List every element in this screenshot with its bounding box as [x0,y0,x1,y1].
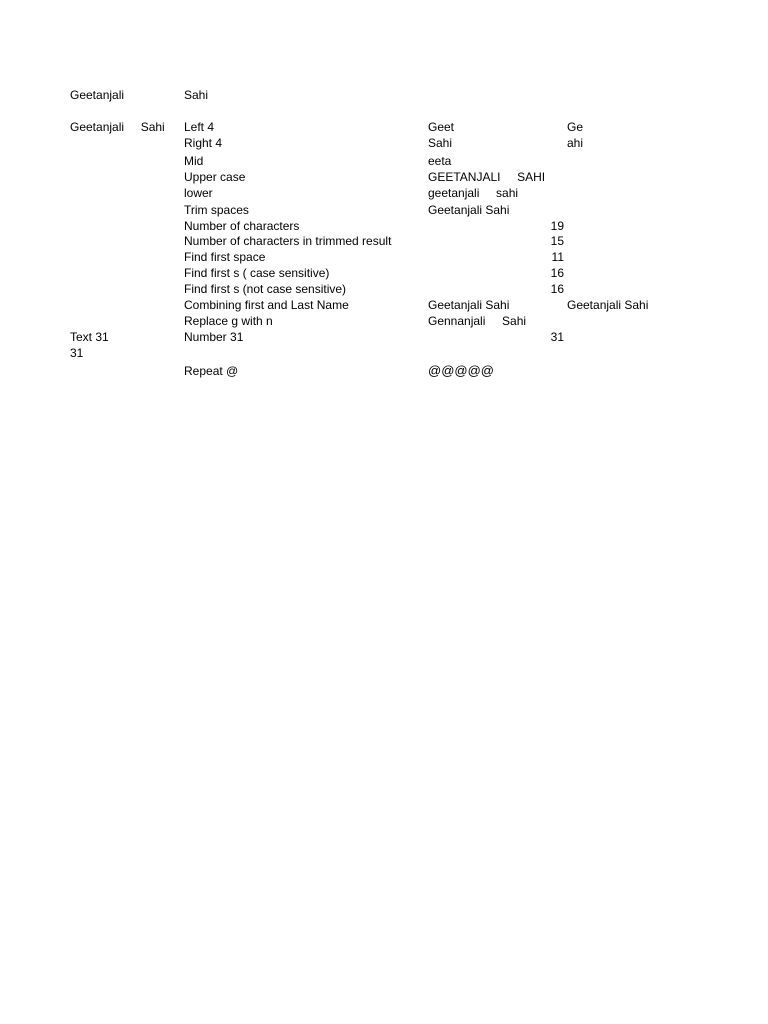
function-label: Right 4 [184,136,223,150]
text31-value: 31 [70,346,84,360]
function-label: Find first space [184,250,266,264]
function-number: 11 [551,250,564,264]
text31-label: Text 31 [70,330,109,344]
function-number: 31 [550,330,564,344]
function-label: Left 4 [184,120,215,134]
function-extra-result: Geetanjali Sahi [567,298,649,312]
function-label: Upper case [184,170,246,184]
function-extra-result: Ge [567,120,584,134]
function-result: eeta [428,154,452,168]
function-label: Mid [184,154,204,168]
function-label: Find first s ( case sensitive) [184,266,330,280]
function-number: 19 [550,219,564,233]
function-label: lower [184,186,213,200]
full-name-cell: Geetanjali Sahi [70,120,165,134]
function-number: 15 [550,234,564,248]
function-label: Replace g with n [184,314,273,328]
function-result: @@@@@ [428,363,494,378]
function-label: Number of characters [184,219,300,233]
function-label: Repeat @ [184,364,239,378]
function-label: Find first s (not case sensitive) [184,282,347,296]
function-label: Combining first and Last Name [184,298,349,312]
function-label: Number of characters in trimmed result [184,234,392,248]
function-result: Sahi [428,136,453,150]
last-name-cell: Sahi [184,88,209,102]
function-label: Trim spaces [184,203,249,217]
function-result: geetanjali sahi [428,186,519,200]
function-result: GEETANJALI SAHI [428,170,546,184]
function-result: Gennanjali Sahi [428,314,527,328]
function-result: Geetanjali Sahi [428,298,510,312]
function-label: Number 31 [184,330,244,344]
first-name-cell: Geetanjali [70,88,125,102]
function-result: Geetanjali Sahi [428,203,510,217]
function-number: 16 [550,266,564,280]
function-extra-result: ahi [567,136,584,150]
function-number: 16 [550,282,564,296]
function-result: Geet [428,120,455,134]
